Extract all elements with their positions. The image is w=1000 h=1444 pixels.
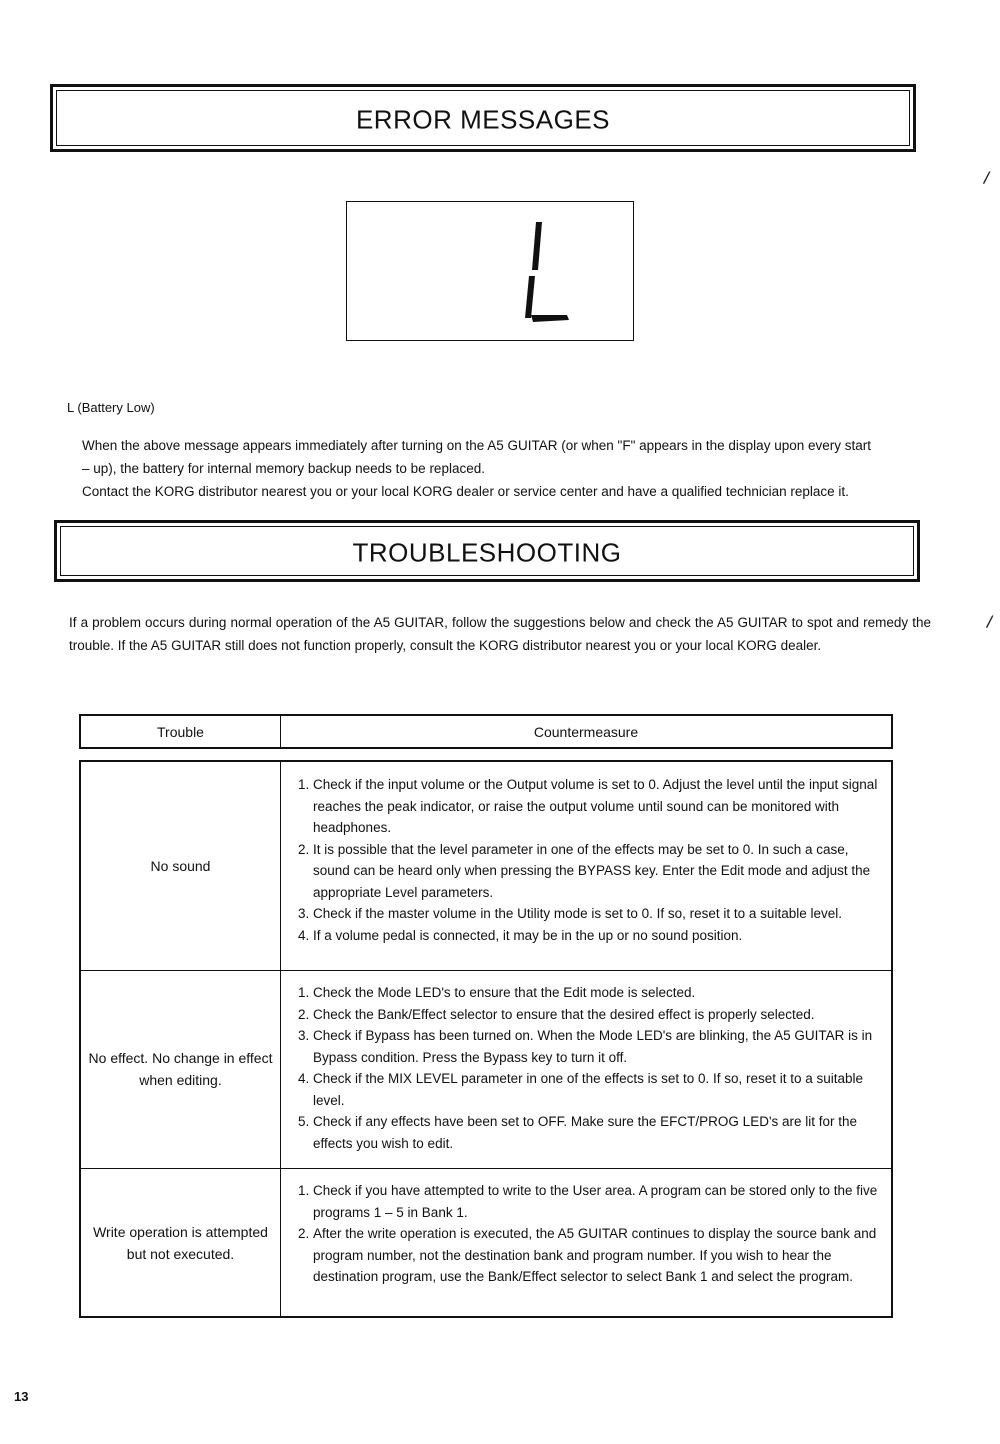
table-row: [81, 970, 891, 1169]
trouble-cell: No sound: [81, 762, 281, 970]
scan-mark: /: [982, 167, 992, 189]
scan-mark: /: [985, 611, 995, 633]
countermeasure-item: 1. Check if you have attempted to write to the User area. A program can be stored only to the five programs 1 – 5 in Bank 1.: [313, 1180, 883, 1223]
error-messages-title-box: [50, 84, 916, 152]
countermeasure-cell: [281, 970, 891, 1168]
header-countermeasure: Countermeasure: [533, 723, 639, 740]
error-description: [82, 434, 932, 503]
countermeasure-item: 1. Check the Mode LED's to ensure that the Edit mode is selected.: [313, 982, 883, 1004]
table-row: [81, 1168, 891, 1318]
trouble-cell: Write operation is attempted but not executed.: [81, 1168, 281, 1318]
page-number: 13: [14, 1389, 29, 1404]
table-row: [81, 762, 891, 971]
countermeasure-item: 1. Check if the input volume or the Output volume is set to 0. Adjust the level until the input signal reaches the peak indicator, or raise the output volume until sound can be monitored with headphones.: [313, 774, 883, 839]
trouble-cell: No effect. No change in effect when editing.: [81, 970, 281, 1168]
error-description-line2: – up), the battery for internal memory backup needs to be replaced.: [82, 461, 485, 476]
troubleshooting-title: TROUBLESHOOTING: [352, 537, 622, 568]
troubleshooting-table: [79, 760, 893, 1318]
countermeasure-cell: [281, 762, 891, 970]
table-header: [79, 714, 893, 749]
countermeasure-item: 3. Check if the master volume in the Utility mode is set to 0. If so, reset it to a suitable level.: [313, 903, 883, 925]
countermeasure-item: 2. After the write operation is executed, the A5 GUITAR continues to display the source bank and program number, not the destination bank and program number. If you wish to hear the destination program, use the Bank/Effect selector to select Bank 1 and select the program.: [313, 1223, 883, 1288]
header-trouble: Trouble: [81, 716, 281, 747]
lcd-segment-lower: [525, 276, 535, 318]
lcd-character-l: [347, 202, 635, 342]
troubleshooting-intro: If a problem occurs during normal operation of the A5 GUITAR, follow the suggestions below and check the A5 GUITAR to spot and remedy the trouble. If the A5 GUITAR still does not function properly, consult the KORG distributor nearest you or your local KORG dealer.: [69, 615, 931, 653]
countermeasure-item: 4. If a volume pedal is connected, it may be in the up or no sound position.: [313, 925, 883, 947]
error-messages-title: ERROR MESSAGES: [355, 104, 611, 135]
countermeasure-cell: [281, 1168, 891, 1318]
lcd-segment-bottom: [531, 315, 569, 322]
countermeasure-item: 2. Check the Bank/Effect selector to ensure that the desired effect is properly selected.: [313, 1004, 883, 1026]
error-subheading: L (Battery Low): [67, 400, 155, 415]
countermeasure-item: 4. Check if the MIX LEVEL parameter in one of the effects is set to 0. If so, reset it to a suitable level.: [313, 1068, 883, 1111]
countermeasure-item: 3. Check if Bypass has been turned on. When the Mode LED's are blinking, the A5 GUITAR is in Bypass condition. Press the Bypass key to turn it off.: [313, 1025, 883, 1068]
lcd-display: [346, 201, 634, 341]
error-description-line1: When the above message appears immediately after turning on the A5 GUITAR (or when "F" appears in the display upon every start: [82, 438, 871, 453]
lcd-segment-upper: [532, 222, 542, 270]
troubleshooting-title-box: [54, 520, 920, 582]
error-description-line3: Contact the KORG distributor nearest you or your local KORG dealer or service center and have a qualified technician replace it.: [82, 484, 849, 499]
countermeasure-item: 5. Check if any effects have been set to OFF. Make sure the EFCT/PROG LED's are lit for the effects you wish to edit.: [313, 1111, 883, 1154]
countermeasure-item: 2. It is possible that the level parameter in one of the effects may be set to 0. In such a case, sound can be heard only when pressing the BYPASS key. Enter the Edit mode and adjust the appropriate Level parameters.: [313, 839, 883, 904]
